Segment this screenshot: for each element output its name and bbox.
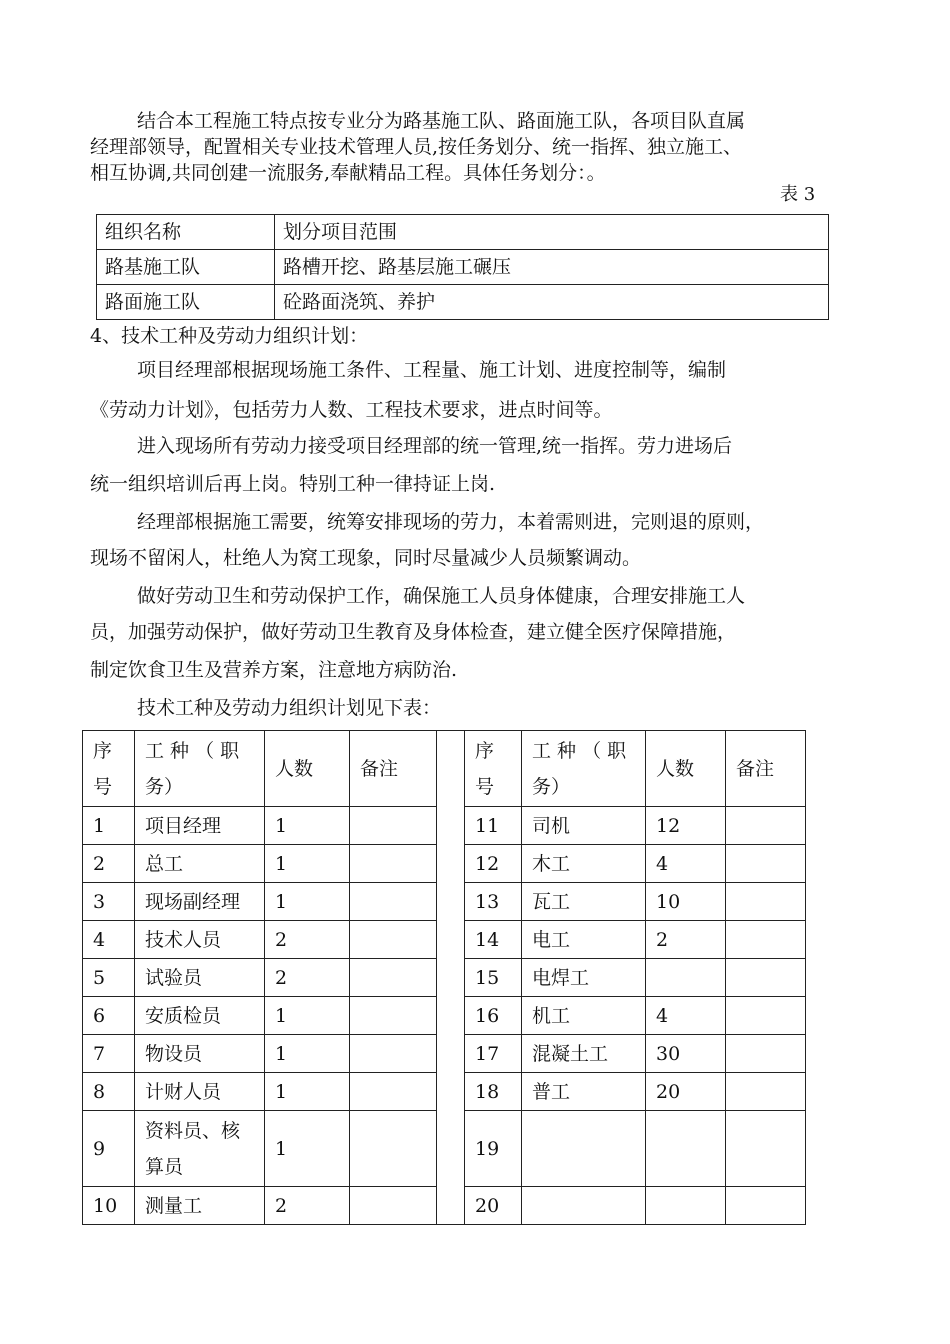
seq-cell: 14 bbox=[465, 921, 522, 959]
count-cell bbox=[646, 959, 726, 997]
paragraph-line: 《劳动力计划》，包括劳力人数、工程技术要求，进点时间等。 bbox=[90, 399, 613, 421]
note-cell bbox=[350, 1035, 437, 1073]
job-cell: 项目经理 bbox=[135, 807, 265, 845]
note-cell bbox=[726, 1035, 806, 1073]
seq-cell: 15 bbox=[465, 959, 522, 997]
header-cell-scope: 划分项目范围 bbox=[275, 215, 829, 250]
job-cell: 测量工 bbox=[135, 1187, 265, 1225]
job-cell: 司机 bbox=[522, 807, 646, 845]
seq-cell: 5 bbox=[83, 959, 135, 997]
scope-cell: 砼路面浇筑、养护 bbox=[275, 285, 829, 320]
count-cell: 2 bbox=[646, 921, 726, 959]
paragraph-line: 经理部根据施工需要，统筹安排现场的劳力，本着需则进，完则退的原则， bbox=[137, 511, 765, 533]
count-cell: 1 bbox=[265, 1035, 350, 1073]
seq-cell: 18 bbox=[465, 1073, 522, 1111]
paragraph-line: 进入现场所有劳动力接受项目经理部的统一管理,统一指挥。劳力进场后 bbox=[137, 435, 733, 457]
count-cell: 10 bbox=[646, 883, 726, 921]
paragraph-line: 项目经理部根据现场施工条件、工程量、施工计划、进度控制等，编制 bbox=[137, 359, 727, 381]
table-gap-column bbox=[437, 731, 465, 1225]
header-count: 人数 bbox=[646, 731, 726, 807]
job-cell: 安质检员 bbox=[135, 997, 265, 1035]
seq-cell: 7 bbox=[83, 1035, 135, 1073]
table-header-row bbox=[97, 215, 829, 250]
job-cell: 混凝土工 bbox=[522, 1035, 646, 1073]
note-cell bbox=[726, 921, 806, 959]
header-seq: 序 号 bbox=[83, 731, 135, 807]
job-cell bbox=[522, 1187, 646, 1225]
job-cell: 电工 bbox=[522, 921, 646, 959]
header-job: 工 种 （ 职 务） bbox=[522, 731, 646, 807]
paragraph-line: 制定饮食卫生及营养方案，注意地方病防治. bbox=[90, 659, 458, 681]
header-job: 工 种 （ 职 务） bbox=[135, 731, 265, 807]
count-cell: 2 bbox=[265, 959, 350, 997]
job-cell: 计财人员 bbox=[135, 1073, 265, 1111]
count-cell: 1 bbox=[265, 883, 350, 921]
header-note: 备注 bbox=[350, 731, 437, 807]
paragraph-line: 现场不留闲人，杜绝人为窝工现象，同时尽量减少人员频繁调动。 bbox=[90, 547, 642, 569]
count-cell: 1 bbox=[265, 845, 350, 883]
job-cell: 资料员、核 算员 bbox=[135, 1111, 265, 1187]
count-cell: 1 bbox=[265, 1111, 350, 1187]
count-cell: 12 bbox=[646, 807, 726, 845]
count-cell: 1 bbox=[265, 1073, 350, 1111]
seq-cell: 13 bbox=[465, 883, 522, 921]
intro-line-2: 经理部领导，配置相关专业技术管理人员,按任务划分、统一指挥、独立施工、 bbox=[90, 136, 743, 158]
intro-line-3: 相互协调,共同创建一流服务,奉献精品工程。具体任务划分：。 bbox=[90, 162, 606, 184]
seq-cell: 17 bbox=[465, 1035, 522, 1073]
organization-table bbox=[96, 214, 829, 320]
job-cell: 试验员 bbox=[135, 959, 265, 997]
job-cell: 普工 bbox=[522, 1073, 646, 1111]
note-cell bbox=[350, 1111, 437, 1187]
seq-cell: 3 bbox=[83, 883, 135, 921]
note-cell bbox=[350, 883, 437, 921]
org-name-cell: 路面施工队 bbox=[97, 285, 275, 320]
count-cell: 2 bbox=[265, 921, 350, 959]
seq-cell: 20 bbox=[465, 1187, 522, 1225]
note-cell bbox=[726, 845, 806, 883]
header-count: 人数 bbox=[265, 731, 350, 807]
count-cell: 1 bbox=[265, 997, 350, 1035]
job-cell: 现场副经理 bbox=[135, 883, 265, 921]
intro-line-1: 结合本工程施工特点按专业分为路基施工队、路面施工队，各项目队直属 bbox=[137, 110, 746, 132]
job-cell: 瓦工 bbox=[522, 883, 646, 921]
note-cell bbox=[350, 997, 437, 1035]
note-cell bbox=[726, 997, 806, 1035]
seq-cell: 8 bbox=[83, 1073, 135, 1111]
seq-cell: 11 bbox=[465, 807, 522, 845]
count-cell bbox=[646, 1111, 726, 1187]
note-cell bbox=[726, 807, 806, 845]
paragraph-line: 做好劳动卫生和劳动保护工作，确保施工人员身体健康，合理安排施工人 bbox=[137, 585, 746, 607]
seq-cell: 16 bbox=[465, 997, 522, 1035]
table-caption: 表 3 bbox=[780, 184, 816, 205]
count-cell: 2 bbox=[265, 1187, 350, 1225]
note-cell bbox=[350, 1073, 437, 1111]
job-cell: 电焊工 bbox=[522, 959, 646, 997]
seq-cell: 2 bbox=[83, 845, 135, 883]
header-seq: 序 号 bbox=[465, 731, 522, 807]
job-cell: 总工 bbox=[135, 845, 265, 883]
table-header-row bbox=[83, 731, 806, 807]
header-note: 备注 bbox=[726, 731, 806, 807]
seq-cell: 19 bbox=[465, 1111, 522, 1187]
scope-cell: 路槽开挖、路基层施工碾压 bbox=[275, 250, 829, 285]
seq-cell: 4 bbox=[83, 921, 135, 959]
job-cell bbox=[522, 1111, 646, 1187]
job-cell: 技术人员 bbox=[135, 921, 265, 959]
seq-cell: 10 bbox=[83, 1187, 135, 1225]
table-row bbox=[97, 285, 829, 320]
count-cell: 30 bbox=[646, 1035, 726, 1073]
count-cell: 20 bbox=[646, 1073, 726, 1111]
job-cell: 物设员 bbox=[135, 1035, 265, 1073]
org-name-cell: 路基施工队 bbox=[97, 250, 275, 285]
note-cell bbox=[726, 1111, 806, 1187]
seq-cell: 6 bbox=[83, 997, 135, 1035]
note-cell bbox=[350, 807, 437, 845]
paragraph-5: 技术工种及劳动力组织计划见下表： bbox=[137, 697, 442, 719]
section-heading: 4、技术工种及劳动力组织计划： bbox=[90, 325, 369, 347]
seq-cell: 1 bbox=[83, 807, 135, 845]
note-cell bbox=[726, 1073, 806, 1111]
note-cell bbox=[350, 845, 437, 883]
table-row bbox=[97, 250, 829, 285]
note-cell bbox=[726, 959, 806, 997]
count-cell: 4 bbox=[646, 997, 726, 1035]
note-cell bbox=[726, 1187, 806, 1225]
labor-plan-table bbox=[82, 730, 806, 1225]
count-cell: 1 bbox=[265, 807, 350, 845]
job-cell: 木工 bbox=[522, 845, 646, 883]
paragraph-line: 统一组织培训后再上岗。特别工种一律持证上岗. bbox=[90, 473, 496, 495]
seq-cell: 9 bbox=[83, 1111, 135, 1187]
header-cell-org-name: 组织名称 bbox=[97, 215, 275, 250]
seq-cell: 12 bbox=[465, 845, 522, 883]
note-cell bbox=[350, 959, 437, 997]
job-cell: 机工 bbox=[522, 997, 646, 1035]
note-cell bbox=[726, 883, 806, 921]
paragraph-line: 员，加强劳动保护，做好劳动卫生教育及身体检查，建立健全医疗保障措施， bbox=[90, 621, 737, 643]
count-cell bbox=[646, 1187, 726, 1225]
note-cell bbox=[350, 1187, 437, 1225]
count-cell: 4 bbox=[646, 845, 726, 883]
note-cell bbox=[350, 921, 437, 959]
